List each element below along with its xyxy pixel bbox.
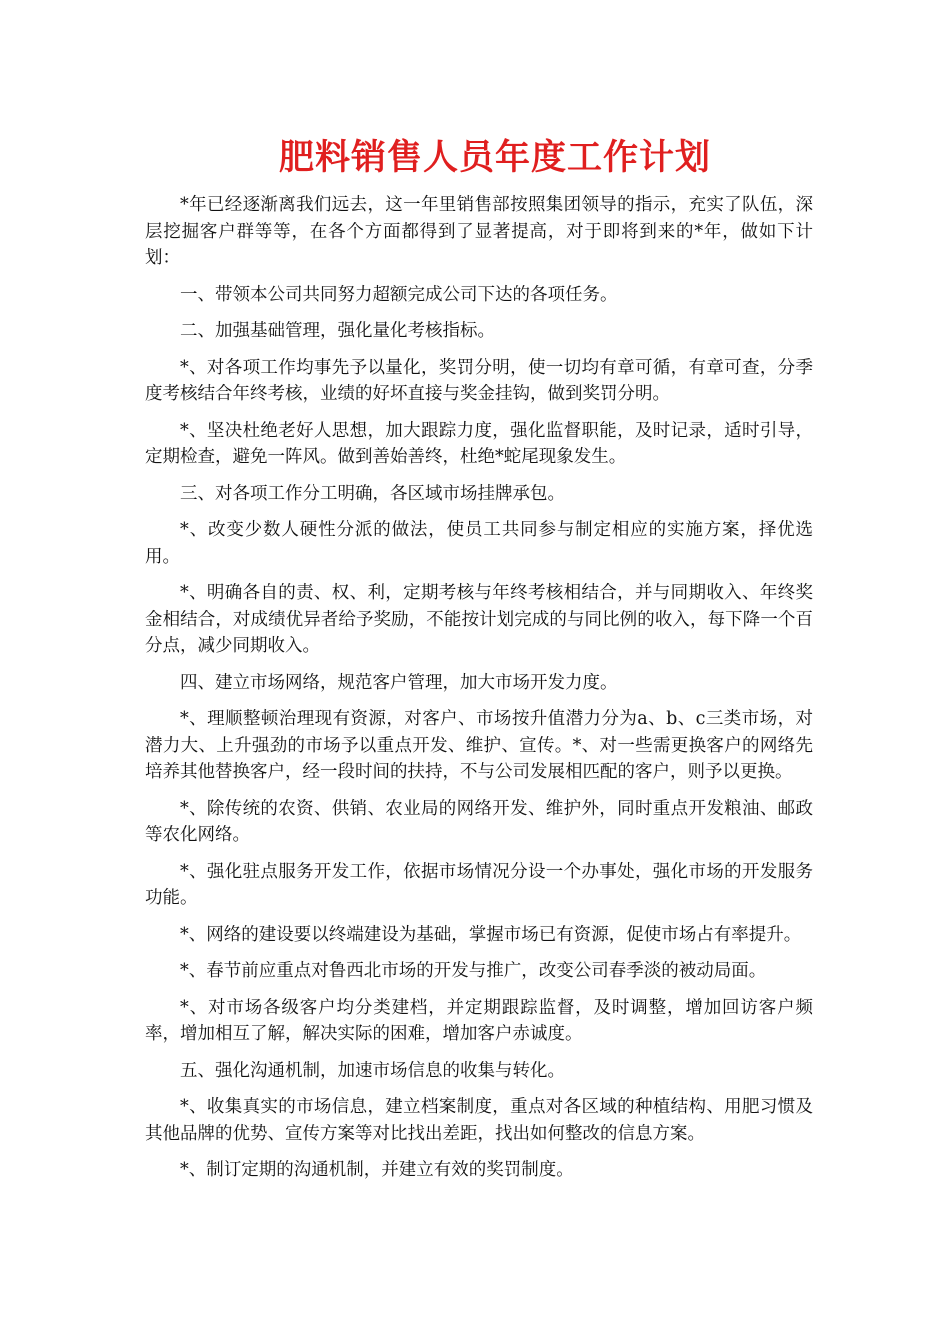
paragraph-item: *、明确各自的责、权、利，定期考核与年终考核相结合，并与同期收入、年终奖金相结合，对成绩优异者给予奖励，不能按计划完成的与同比例的收入，每下降一个百分点，减少同期收入。 — [145, 583, 813, 656]
paragraph-item: *、对市场各级客户均分类建档，并定期跟踪监督，及时调整，增加回访客户频率，增加相互了解，解决实际的困难，增加客户赤诚度。 — [145, 997, 813, 1044]
paragraph-item: *、网络的建设要以终端建设为基础，掌握市场已有资源，促使市场占有率提升。 — [180, 924, 802, 945]
paragraph-section-5: 五、强化沟通机制，加速市场信息的收集与转化。 — [180, 1060, 565, 1081]
paragraph-item: *、制订定期的沟通机制，并建立有效的奖罚制度。 — [180, 1160, 574, 1180]
paragraph-item: *、坚决杜绝老好人思想，加大跟踪力度，强化监督职能，及时记录，适时引导，定期检查，避免一阵风。做到善始善终，杜绝*蛇尾现象发生。 — [145, 420, 813, 467]
document-body — [145, 192, 813, 1194]
document-title: 肥料销售人员年度工作计划 — [278, 137, 711, 178]
paragraph-item: *、春节前应重点对鲁西北市场的开发与推广，改变公司春季淡的被动局面。 — [180, 961, 767, 981]
paragraph-section-3: 三、对各项工作分工明确，各区域市场挂牌承包。 — [180, 483, 565, 504]
paragraph-section-1: 一、带领本公司共同努力超额完成公司下达的各项任务。 — [180, 284, 618, 305]
paragraph-item: *、除传统的农资、供销、农业局的网络开发、维护外，同时重点开发粮油、邮政等农化网络。 — [145, 798, 813, 845]
paragraph-item: *、改变少数人硬性分派的做法，使员工共同参与制定相应的实施方案，择优选用。 — [145, 520, 813, 567]
paragraph-item: *、对各项工作均事先予以量化，奖罚分明，使一切均有章可循，有章可查，分季度考核结合年终考核，业绩的好坏直接与奖金挂钩，做到奖罚分明。 — [145, 357, 813, 404]
paragraph-item: *、收集真实的市场信息，建立档案制度，重点对各区域的种植结构、用肥习惯及其他品牌的优势、宣传方案等对比找出差距，找出如何整改的信息方案。 — [145, 1097, 813, 1144]
paragraph-item: *、理顺整顿治理现有资源，对客户、市场按升值潜力分为a、b、c三类市场，对潜力大、上升强劲的市场予以重点开发、维护、宣传。*、对一些需更换客户的网络先培养其他替换客户，经一段时间的扶持，不与公司发展相匹配的客户，则予以更换。 — [145, 709, 813, 782]
paragraph-section-4: 四、建立市场网络，规范客户管理，加大市场开发力度。 — [180, 672, 618, 693]
paragraph-item: *、强化驻点服务开发工作，依据市场情况分设一个办事处，强化市场的开发服务功能。 — [145, 861, 813, 908]
paragraph-section-2: 二、加强基础管理，强化量化考核指标。 — [180, 321, 495, 341]
paragraph-intro: *年已经逐渐离我们远去，这一年里销售部按照集团领导的指示，充实了队伍，深层挖掘客户群等等，在各个方面都得到了显著提高，对于即将到来的*年，做如下计划： — [145, 195, 813, 268]
